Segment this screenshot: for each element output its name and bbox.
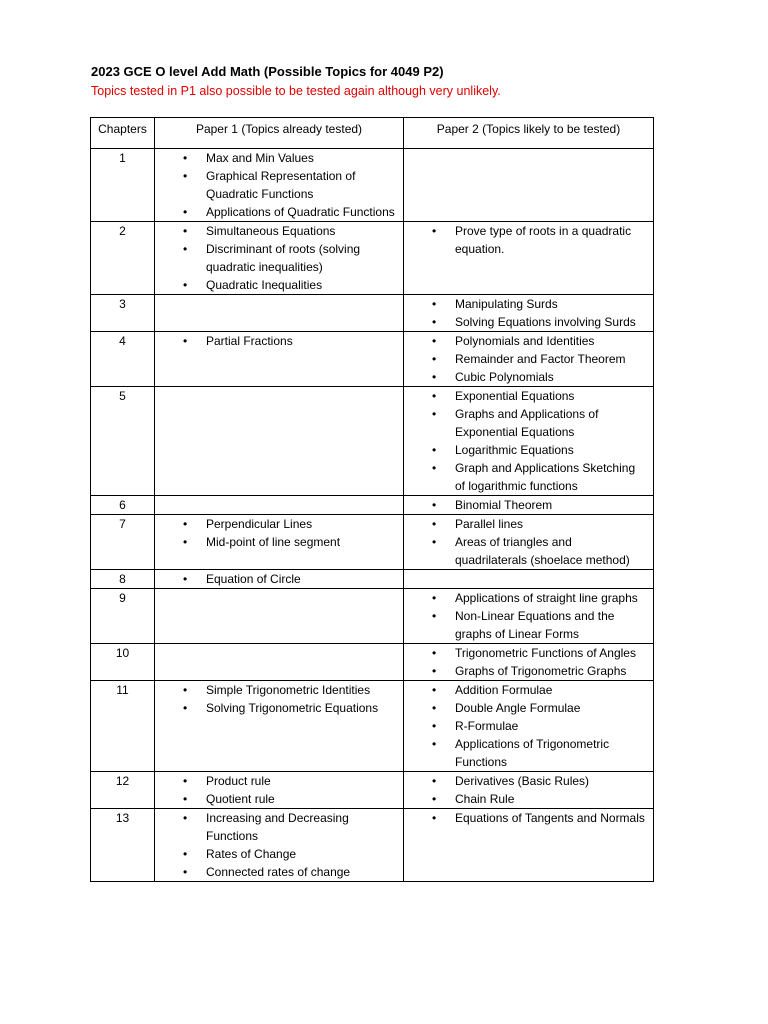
table-row: [91, 809, 654, 882]
list-item: • Connected rates of change: [155, 863, 403, 881]
topic-list: [404, 222, 653, 258]
table-row: [91, 295, 654, 332]
list-item: • Simple Trigonometric Identities: [155, 681, 403, 699]
list-item: • Quotient rule: [155, 790, 403, 808]
paper-2-cell: [404, 589, 654, 644]
table-row: [91, 332, 654, 387]
list-item: • Product rule: [155, 772, 403, 790]
topic-list: [404, 772, 653, 808]
list-item: • Graph and Applications Sketching of logarithmic functions: [404, 459, 653, 495]
header-paper-2: Paper 2 (Topics likely to be tested): [404, 118, 654, 149]
table-row: [91, 387, 654, 496]
list-item: • Graphs and Applications of Exponential Equations: [404, 405, 653, 441]
chapter-number: 12: [91, 772, 155, 809]
table-row: [91, 681, 654, 772]
paper-1-cell: [155, 387, 404, 496]
list-item: • Chain Rule: [404, 790, 653, 808]
list-item: • Graphs of Trigonometric Graphs: [404, 662, 653, 680]
paper-1-cell: [155, 295, 404, 332]
list-item: • Rates of Change: [155, 845, 403, 863]
list-item: • Addition Formulae: [404, 681, 653, 699]
list-item: • Solving Trigonometric Equations: [155, 699, 403, 717]
table-row: [91, 515, 654, 570]
topics-table: [90, 117, 654, 882]
document-title: 2023 GCE O level Add Math (Possible Topics for 4049 P2): [91, 64, 444, 79]
chapter-number: 10: [91, 644, 155, 681]
topic-list: [404, 496, 653, 514]
list-item: • Graphical Representation of Quadratic Functions: [155, 167, 403, 203]
paper-2-cell: [404, 496, 654, 515]
list-item: • Areas of triangles and quadrilaterals (shoelace method): [404, 533, 653, 569]
chapter-number: 2: [91, 222, 155, 295]
paper-2-cell: [404, 149, 654, 222]
paper-1-cell: [155, 809, 404, 882]
list-item: • Binomial Theorem: [404, 496, 653, 514]
list-item: • Solving Equations involving Surds: [404, 313, 653, 331]
table-row: [91, 496, 654, 515]
list-item: • Non-Linear Equations and the graphs of Linear Forms: [404, 607, 653, 643]
document-note: Topics tested in P1 also possible to be tested again although very unlikely.: [91, 84, 501, 98]
topic-list: [404, 589, 653, 643]
chapter-number: 13: [91, 809, 155, 882]
list-item: • Prove type of roots in a quadratic equation.: [404, 222, 653, 258]
chapter-number: 4: [91, 332, 155, 387]
chapter-number: 6: [91, 496, 155, 515]
list-item: • Applications of Quadratic Functions: [155, 203, 403, 221]
chapter-number: 3: [91, 295, 155, 332]
topic-list: [155, 332, 403, 350]
list-item: • Equations of Tangents and Normals: [404, 809, 653, 827]
list-item: • Double Angle Formulae: [404, 699, 653, 717]
paper-1-cell: [155, 332, 404, 387]
chapter-number: 9: [91, 589, 155, 644]
paper-1-cell: [155, 570, 404, 589]
topic-list: [155, 772, 403, 808]
topic-list: [155, 222, 403, 294]
topic-list: [404, 332, 653, 386]
list-item: • Polynomials and Identities: [404, 332, 653, 350]
list-item: • Perpendicular Lines: [155, 515, 403, 533]
table-row: [91, 772, 654, 809]
table-row: [91, 149, 654, 222]
topic-list: [404, 295, 653, 331]
list-item: • Exponential Equations: [404, 387, 653, 405]
paper-1-cell: [155, 589, 404, 644]
paper-1-cell: [155, 149, 404, 222]
paper-2-cell: [404, 809, 654, 882]
list-item: • Simultaneous Equations: [155, 222, 403, 240]
paper-2-cell: [404, 772, 654, 809]
topic-list: [404, 515, 653, 569]
list-item: • Manipulating Surds: [404, 295, 653, 313]
paper-1-cell: [155, 681, 404, 772]
paper-1-cell: [155, 644, 404, 681]
topic-list: [155, 809, 403, 881]
topic-list: [155, 149, 403, 221]
list-item: • Applications of Trigonometric Functions: [404, 735, 653, 771]
paper-2-cell: [404, 644, 654, 681]
list-item: • R-Formulae: [404, 717, 653, 735]
paper-2-cell: [404, 222, 654, 295]
table-row: [91, 570, 654, 589]
paper-2-cell: [404, 681, 654, 772]
topics-body: [91, 149, 654, 882]
paper-1-cell: [155, 222, 404, 295]
topic-list: [404, 809, 653, 827]
topic-list: [155, 570, 403, 588]
list-item: • Derivatives (Basic Rules): [404, 772, 653, 790]
list-item: • Discriminant of roots (solving quadratic inequalities): [155, 240, 403, 276]
paper-2-cell: [404, 515, 654, 570]
list-item: • Quadratic Inequalities: [155, 276, 403, 294]
list-item: • Max and Min Values: [155, 149, 403, 167]
topic-list: [404, 681, 653, 771]
table-row: [91, 222, 654, 295]
paper-1-cell: [155, 515, 404, 570]
topic-list: [404, 387, 653, 495]
list-item: • Remainder and Factor Theorem: [404, 350, 653, 368]
list-item: • Parallel lines: [404, 515, 653, 533]
chapter-number: 5: [91, 387, 155, 496]
header-chapters: Chapters: [91, 118, 155, 149]
paper-2-cell: [404, 387, 654, 496]
paper-1-cell: [155, 496, 404, 515]
table-row: [91, 644, 654, 681]
topic-list: [155, 681, 403, 717]
list-item: • Trigonometric Functions of Angles: [404, 644, 653, 662]
chapter-number: 11: [91, 681, 155, 772]
paper-2-cell: [404, 332, 654, 387]
chapter-number: 7: [91, 515, 155, 570]
paper-1-cell: [155, 772, 404, 809]
list-item: • Partial Fractions: [155, 332, 403, 350]
paper-2-cell: [404, 570, 654, 589]
list-item: • Equation of Circle: [155, 570, 403, 588]
table-row: [91, 589, 654, 644]
topic-list: [155, 515, 403, 551]
header-row: [91, 118, 654, 149]
chapter-number: 8: [91, 570, 155, 589]
list-item: • Logarithmic Equations: [404, 441, 653, 459]
paper-2-cell: [404, 295, 654, 332]
chapter-number: 1: [91, 149, 155, 222]
topic-list: [404, 644, 653, 680]
list-item: • Cubic Polynomials: [404, 368, 653, 386]
list-item: • Applications of straight line graphs: [404, 589, 653, 607]
list-item: • Increasing and Decreasing Functions: [155, 809, 403, 845]
header-paper-1: Paper 1 (Topics already tested): [155, 118, 404, 149]
list-item: • Mid-point of line segment: [155, 533, 403, 551]
